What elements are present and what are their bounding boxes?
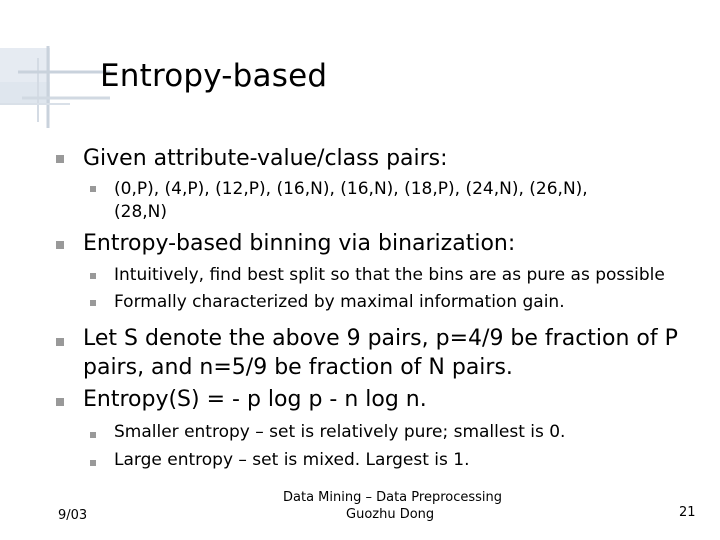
slide-title: Entropy-based: [100, 58, 328, 94]
footer-title-line-1: Data Mining – Data Preprocessing: [283, 490, 503, 505]
bullet-3-line-2: pairs, and n=5/9 be fraction of N pairs.: [83, 355, 513, 380]
sub-bullet-square-icon: [90, 460, 96, 466]
sub-bullet-square-icon: [90, 300, 96, 306]
bullet-1-sub-1-line-2: (28,N): [114, 202, 168, 222]
bullet-3-line-1: Let S denote the above 9 pairs, p=4/9 be fraction of P: [83, 326, 678, 351]
bullet-4-sub-1: Smaller entropy – set is relatively pure; smallest is 0.: [114, 422, 566, 442]
bullet-4-text: Entropy(S) = - p log p - n log n.: [83, 387, 427, 412]
bullet-2-sub-2: Formally characterized by maximal information gain.: [114, 292, 565, 312]
bullet-4-sub-2: Large entropy – set is mixed. Largest is 1.: [114, 450, 470, 470]
bullet-2-sub-1: Intuitively, find best split so that the bins are as pure as possible: [114, 265, 665, 285]
bullet-square-icon: [56, 241, 64, 249]
corner-decoration: [0, 0, 110, 135]
bullet-2-text: Entropy-based binning via binarization:: [83, 231, 516, 256]
sub-bullet-square-icon: [90, 432, 96, 438]
footer-title-line-2: Guozhu Dong: [346, 507, 435, 522]
bullet-1-text: Given attribute-value/class pairs:: [83, 146, 448, 171]
bullet-square-icon: [56, 155, 64, 163]
bullet-1-sub-1-line-1: (0,P), (4,P), (12,P), (16,N), (16,N), (18,P), (24,N), (26,N),: [114, 179, 588, 199]
bullet-square-icon: [56, 338, 64, 346]
sub-bullet-square-icon: [90, 273, 96, 279]
footer-date: 9/03: [58, 508, 88, 523]
sub-bullet-square-icon: [90, 186, 96, 192]
page-number: 21: [679, 505, 696, 520]
bullet-square-icon: [56, 398, 64, 406]
